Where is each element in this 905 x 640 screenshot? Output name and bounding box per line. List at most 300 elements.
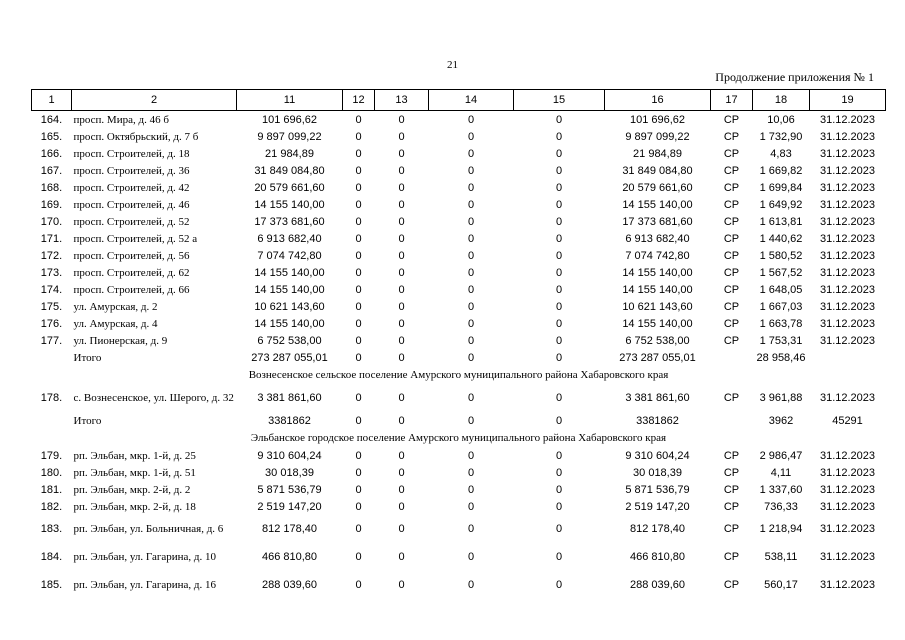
code-cell: СР [723, 130, 740, 143]
amount-cell: 9 310 604,24 [257, 449, 322, 462]
value-cell: 0 [355, 500, 362, 513]
amount-cell: 10 621 143,60 [254, 300, 325, 313]
value-cell: 0 [555, 266, 563, 279]
value-cell: 0 [355, 113, 362, 126]
amount-cell: 14 155 140,00 [254, 266, 325, 279]
code-cell [711, 349, 753, 366]
value-cell: 0 [555, 351, 563, 364]
column-header: 2 [72, 90, 237, 111]
value-cell: 538,11 [764, 551, 798, 563]
value-cell: 0 [355, 164, 362, 177]
section-heading: Эльбанское городское поселение Амурского муниципального района Хабаровского края [250, 432, 667, 444]
value-cell: 4,83 [770, 147, 792, 160]
column-header: 17 [711, 90, 753, 111]
column-header: 15 [514, 90, 605, 111]
address-cell: рп. Эльбан, мкр. 2-й, д. 18 [73, 500, 196, 513]
date-cell: 31.12.2023 [819, 449, 876, 462]
address-cell: просп. Строителей, д. 42 [73, 181, 190, 194]
code-cell: СР [723, 317, 740, 330]
page-number: 21 [447, 59, 458, 71]
row-number: 167. [40, 164, 63, 177]
value-cell: 0 [355, 579, 362, 591]
value-cell: 0 [467, 579, 475, 591]
date-cell: 31.12.2023 [819, 232, 876, 245]
code-cell: СР [723, 483, 740, 496]
amount-cell: 17 373 681,60 [622, 215, 693, 228]
value-cell: 0 [398, 232, 405, 245]
code-cell: СР [723, 181, 740, 194]
value-cell: 0 [355, 283, 362, 296]
value-cell: 28 958,46 [756, 351, 806, 364]
address-cell: рп. Эльбан, мкр. 1-й, д. 25 [73, 449, 196, 462]
value-cell: 0 [398, 164, 405, 177]
date-cell: 31.12.2023 [819, 483, 876, 496]
column-header: 16 [605, 90, 711, 111]
row-number: 176. [40, 317, 63, 330]
date-cell: 31.12.2023 [819, 164, 876, 177]
row-number: 173. [40, 266, 63, 279]
amount-cell: 9 897 099,22 [257, 130, 322, 143]
value-cell: 0 [467, 300, 475, 313]
value-cell: 0 [555, 198, 563, 211]
value-cell: 0 [555, 113, 563, 126]
code-cell: СР [723, 215, 740, 228]
table-row [32, 128, 886, 145]
amount-cell: 2 519 147,20 [625, 500, 690, 513]
code-cell: СР [723, 523, 740, 535]
table-row [32, 332, 886, 349]
date-cell: 31.12.2023 [819, 147, 876, 160]
value-cell: 0 [555, 181, 563, 194]
row-number: 179. [40, 449, 63, 462]
section-heading: Вознесенское сельское поселение Амурского муниципального района Хабаровского края [248, 369, 669, 381]
amount-cell: 3381862 [636, 414, 679, 427]
total-row [32, 349, 886, 366]
code-cell: СР [723, 551, 740, 563]
amount-cell: 20 579 661,60 [622, 181, 693, 194]
table-row [32, 179, 886, 196]
value-cell: 0 [355, 449, 362, 462]
total-label: Итого [73, 351, 102, 364]
row-number: 170. [40, 215, 63, 228]
value-cell: 0 [467, 414, 475, 427]
value-cell: 0 [555, 300, 563, 313]
value-cell: 0 [398, 351, 405, 364]
column-header: 19 [810, 90, 886, 111]
value-cell: 2 986,47 [759, 449, 803, 462]
amount-cell: 14 155 140,00 [622, 266, 693, 279]
amount-cell: 30 018,39 [633, 466, 682, 479]
value-cell: 0 [398, 523, 405, 535]
value-cell: 0 [555, 414, 563, 427]
code-cell: СР [723, 232, 740, 245]
amount-cell: 20 579 661,60 [254, 181, 325, 194]
value-cell: 1 567,52 [759, 266, 803, 279]
row-number [32, 349, 72, 366]
value-cell: 0 [398, 215, 405, 228]
value-cell: 0 [555, 334, 563, 347]
value-cell: 0 [555, 164, 563, 177]
code-cell: СР [723, 449, 740, 462]
value-cell: 0 [555, 215, 563, 228]
address-cell: просп. Строителей, д. 52 а [73, 232, 198, 245]
amount-cell: 14 155 140,00 [254, 317, 325, 330]
code-cell: СР [723, 164, 740, 177]
row-number: 177. [40, 334, 63, 347]
amount-cell: 14 155 140,00 [622, 317, 693, 330]
date-cell: 45291 [832, 414, 863, 427]
row-number: 168. [40, 181, 63, 194]
table-row [32, 111, 886, 129]
table-row [32, 281, 886, 298]
table-row [32, 247, 886, 264]
table-row [32, 464, 886, 481]
date-cell: 31.12.2023 [819, 579, 876, 591]
value-cell: 0 [355, 483, 362, 496]
value-cell: 0 [355, 523, 362, 535]
address-cell: просп. Строителей, д. 46 [73, 198, 190, 211]
column-header: 1 [32, 90, 72, 111]
date-cell: 31.12.2023 [819, 466, 876, 479]
amount-cell: 7 074 742,80 [625, 249, 690, 262]
value-cell: 1 663,78 [759, 317, 803, 330]
value-cell: 0 [467, 523, 475, 535]
value-cell: 0 [467, 249, 475, 262]
value-cell: 1 699,84 [759, 181, 803, 194]
row-number: 183. [40, 523, 63, 535]
code-cell: СР [723, 466, 740, 479]
value-cell: 1 440,62 [759, 232, 803, 245]
value-cell: 0 [355, 351, 362, 364]
code-cell: СР [723, 266, 740, 279]
address-cell: рп. Эльбан, ул. Гагарина, д. 16 [73, 579, 216, 591]
column-header: 18 [753, 90, 810, 111]
column-header-row [32, 90, 886, 111]
value-cell: 0 [398, 249, 405, 262]
table-row [32, 145, 886, 162]
address-cell: ул. Пионерская, д. 9 [73, 334, 168, 347]
row-number: 166. [40, 147, 63, 160]
value-cell: 560,17 [764, 579, 798, 591]
value-cell: 0 [555, 579, 563, 591]
amount-cell: 7 074 742,80 [257, 249, 322, 262]
column-header: 11 [237, 90, 343, 111]
table-row [32, 264, 886, 281]
date-cell: 31.12.2023 [819, 500, 876, 513]
value-cell: 0 [467, 147, 475, 160]
date-cell: 31.12.2023 [819, 523, 876, 535]
code-cell: СР [723, 113, 740, 126]
value-cell: 0 [555, 147, 563, 160]
address-cell: рп. Эльбан, ул. Больничная, д. 6 [73, 523, 224, 535]
register-table [31, 89, 886, 599]
code-cell: СР [723, 334, 740, 347]
value-cell: 0 [467, 392, 475, 404]
column-header: 12 [343, 90, 375, 111]
amount-cell: 812 178,40 [261, 523, 318, 535]
code-cell [711, 412, 753, 429]
value-cell: 0 [467, 113, 475, 126]
amount-cell: 30 018,39 [265, 466, 314, 479]
table-body [32, 111, 886, 600]
amount-cell: 17 373 681,60 [254, 215, 325, 228]
row-number: 182. [40, 500, 63, 513]
value-cell: 10,06 [767, 113, 795, 126]
total-label: Итого [73, 414, 102, 427]
value-cell: 0 [398, 500, 405, 513]
amount-cell: 5 871 536,79 [257, 483, 322, 496]
column-header: 13 [375, 90, 429, 111]
column-header: 14 [429, 90, 514, 111]
value-cell: 0 [555, 449, 563, 462]
code-cell: СР [723, 249, 740, 262]
date-cell: 31.12.2023 [819, 266, 876, 279]
value-cell: 0 [467, 466, 475, 479]
date-cell: 31.12.2023 [819, 551, 876, 563]
table-row [32, 384, 886, 412]
value-cell: 1 648,05 [759, 283, 803, 296]
value-cell: 3962 [768, 414, 794, 427]
value-cell: 0 [555, 130, 563, 143]
value-cell: 0 [467, 181, 475, 194]
value-cell: 0 [555, 392, 563, 404]
table-row [32, 498, 886, 515]
code-cell: СР [723, 198, 740, 211]
row-number: 172. [40, 249, 63, 262]
address-cell: просп. Мира, д. 46 б [73, 113, 169, 126]
row-number: 181. [40, 483, 63, 496]
value-cell: 0 [355, 317, 362, 330]
value-cell: 0 [467, 283, 475, 296]
value-cell: 0 [467, 351, 475, 364]
amount-cell: 288 039,60 [629, 579, 686, 591]
amount-cell: 21 984,89 [633, 147, 682, 160]
value-cell: 0 [467, 551, 475, 563]
amount-cell: 466 810,80 [629, 551, 686, 563]
value-cell: 0 [467, 266, 475, 279]
value-cell: 1 580,52 [759, 249, 803, 262]
value-cell: 0 [398, 317, 405, 330]
amount-cell: 6 913 682,40 [625, 232, 690, 245]
value-cell: 0 [467, 317, 475, 330]
value-cell: 0 [398, 266, 405, 279]
value-cell: 0 [355, 198, 362, 211]
value-cell: 0 [467, 483, 475, 496]
row-number: 169. [40, 198, 63, 211]
value-cell: 0 [355, 392, 362, 404]
address-cell: рп. Эльбан, ул. Гагарина, д. 10 [73, 551, 216, 563]
amount-cell: 101 696,62 [629, 113, 686, 126]
amount-cell: 288 039,60 [261, 579, 318, 591]
table-row [32, 213, 886, 230]
address-cell: просп. Строителей, д. 52 [73, 215, 190, 228]
amount-cell: 3 381 861,60 [625, 392, 690, 404]
value-cell: 1 669,82 [759, 164, 803, 177]
value-cell: 0 [398, 130, 405, 143]
address-cell: просп. Октябрьский, д. 7 б [73, 130, 199, 143]
table-row [32, 543, 886, 571]
amount-cell: 14 155 140,00 [622, 283, 693, 296]
amount-cell: 14 155 140,00 [254, 283, 325, 296]
value-cell: 0 [555, 232, 563, 245]
amount-cell: 14 155 140,00 [254, 198, 325, 211]
amount-cell: 466 810,80 [261, 551, 318, 563]
table-row [32, 196, 886, 213]
date-cell: 31.12.2023 [819, 283, 876, 296]
address-cell: ул. Амурская, д. 2 [73, 300, 158, 313]
amount-cell: 9 310 604,24 [625, 449, 690, 462]
amount-cell: 14 155 140,00 [622, 198, 693, 211]
value-cell: 0 [467, 198, 475, 211]
value-cell: 0 [467, 215, 475, 228]
value-cell: 0 [555, 523, 563, 535]
value-cell: 0 [355, 334, 362, 347]
code-cell: СР [723, 283, 740, 296]
date-cell: 31.12.2023 [819, 392, 876, 404]
value-cell: 0 [355, 147, 362, 160]
code-cell: СР [723, 300, 740, 313]
continuation-label: Продолжение приложения № 1 [715, 70, 874, 84]
table-row [32, 162, 886, 179]
value-cell: 0 [398, 181, 405, 194]
code-cell: СР [723, 500, 740, 513]
address-cell: рп. Эльбан, мкр. 1-й, д. 51 [73, 466, 196, 479]
code-cell: СР [723, 579, 740, 591]
value-cell: 0 [398, 392, 405, 404]
code-cell: СР [723, 147, 740, 160]
table-row [32, 315, 886, 332]
value-cell: 3 961,88 [759, 392, 803, 404]
value-cell: 0 [555, 317, 563, 330]
date-cell [810, 349, 886, 366]
value-cell: 0 [467, 232, 475, 245]
value-cell: 0 [398, 466, 405, 479]
value-cell: 0 [355, 249, 362, 262]
amount-cell: 6 752 538,00 [257, 334, 322, 347]
date-cell: 31.12.2023 [819, 249, 876, 262]
value-cell: 0 [355, 130, 362, 143]
code-cell: СР [723, 392, 740, 404]
value-cell: 1 613,81 [759, 215, 803, 228]
section-heading-row [32, 366, 886, 384]
amount-cell: 31 849 084,80 [254, 164, 325, 177]
value-cell: 0 [467, 130, 475, 143]
date-cell: 31.12.2023 [819, 215, 876, 228]
date-cell: 31.12.2023 [819, 198, 876, 211]
value-cell: 0 [355, 551, 362, 563]
table-row [32, 571, 886, 599]
date-cell: 31.12.2023 [819, 300, 876, 313]
amount-cell: 3381862 [268, 414, 311, 427]
value-cell: 0 [355, 266, 362, 279]
value-cell: 0 [398, 334, 405, 347]
amount-cell: 101 696,62 [261, 113, 318, 126]
address-cell: просп. Строителей, д. 66 [73, 283, 190, 296]
value-cell: 0 [355, 181, 362, 194]
address-cell: рп. Эльбан, мкр. 2-й, д. 2 [73, 483, 191, 496]
section-heading-row [32, 429, 886, 447]
value-cell: 736,33 [764, 500, 798, 513]
address-cell: просп. Строителей, д. 56 [73, 249, 190, 262]
value-cell: 0 [398, 147, 405, 160]
amount-cell: 5 871 536,79 [625, 483, 690, 496]
value-cell: 0 [355, 232, 362, 245]
row-number: 180. [40, 466, 63, 479]
value-cell: 1 218,94 [759, 523, 803, 535]
value-cell: 0 [467, 164, 475, 177]
value-cell: 1 667,03 [759, 300, 803, 313]
value-cell: 1 732,90 [759, 130, 803, 143]
table-row [32, 298, 886, 315]
value-cell: 0 [355, 215, 362, 228]
amount-cell: 6 913 682,40 [257, 232, 322, 245]
value-cell: 0 [398, 198, 405, 211]
table-row [32, 481, 886, 498]
value-cell: 0 [467, 334, 475, 347]
value-cell: 0 [555, 283, 563, 296]
row-number: 185. [40, 579, 63, 591]
amount-cell: 3 381 861,60 [257, 392, 322, 404]
address-cell: ул. Амурская, д. 4 [73, 317, 158, 330]
value-cell: 4,11 [770, 466, 792, 479]
amount-cell: 2 519 147,20 [257, 500, 322, 513]
value-cell: 0 [555, 249, 563, 262]
table-row [32, 447, 886, 464]
value-cell: 0 [467, 500, 475, 513]
address-cell: с. Вознесенское, ул. Шерого, д. 32 [73, 392, 234, 404]
amount-cell: 9 897 099,22 [625, 130, 690, 143]
value-cell: 0 [398, 283, 405, 296]
amount-cell: 6 752 538,00 [625, 334, 690, 347]
value-cell: 0 [555, 551, 563, 563]
row-number: 175. [40, 300, 63, 313]
address-cell: просп. Строителей, д. 62 [73, 266, 190, 279]
address-cell: просп. Строителей, д. 18 [73, 147, 190, 160]
date-cell: 31.12.2023 [819, 113, 876, 126]
amount-cell: 10 621 143,60 [622, 300, 693, 313]
value-cell: 0 [398, 449, 405, 462]
amount-cell: 273 287 055,01 [619, 351, 696, 364]
value-cell: 1 337,60 [759, 483, 803, 496]
total-row [32, 412, 886, 429]
value-cell: 0 [355, 414, 362, 427]
amount-cell: 31 849 084,80 [622, 164, 693, 177]
value-cell: 0 [555, 483, 563, 496]
value-cell: 0 [398, 113, 405, 126]
value-cell: 0 [398, 300, 405, 313]
table-row [32, 515, 886, 543]
value-cell: 0 [555, 466, 563, 479]
row-number [32, 412, 72, 429]
value-cell: 0 [398, 414, 405, 427]
amount-cell: 812 178,40 [629, 523, 686, 535]
date-cell: 31.12.2023 [819, 181, 876, 194]
row-number: 171. [40, 232, 63, 245]
value-cell: 0 [355, 466, 362, 479]
value-cell: 0 [555, 500, 563, 513]
date-cell: 31.12.2023 [819, 317, 876, 330]
amount-cell: 273 287 055,01 [251, 351, 328, 364]
value-cell: 1 649,92 [759, 198, 803, 211]
table-row [32, 230, 886, 247]
row-number: 184. [40, 551, 63, 563]
date-cell: 31.12.2023 [819, 130, 876, 143]
row-number: 178. [40, 392, 63, 404]
address-cell: просп. Строителей, д. 36 [73, 164, 190, 177]
row-number: 164. [40, 113, 63, 126]
value-cell: 0 [398, 579, 405, 591]
value-cell: 0 [355, 300, 362, 313]
